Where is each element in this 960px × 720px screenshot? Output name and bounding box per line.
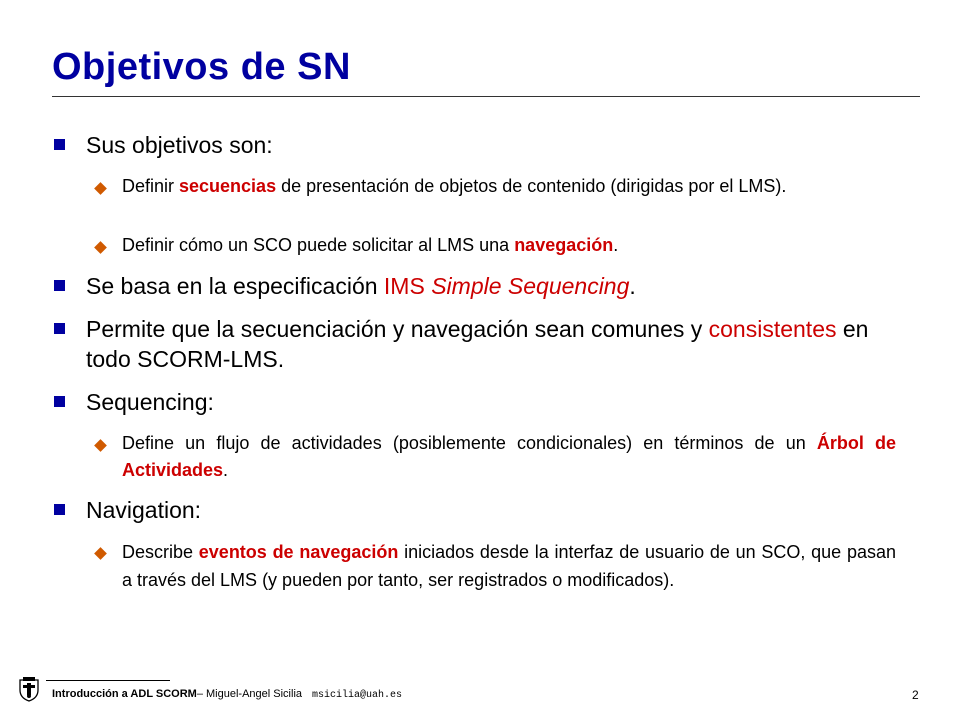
bullet-objectives: [54, 130, 914, 160]
diamond-bullet-icon: [94, 182, 107, 195]
sub-bullet-sequences: [96, 173, 896, 200]
bullet-ims-spec: [54, 271, 914, 301]
diamond-bullet-icon: [94, 439, 107, 452]
page-number: 2: [912, 688, 919, 702]
footer-author: – Miguel-Angel Sicilia: [196, 688, 303, 700]
bullet-navigation: [54, 495, 914, 525]
footer-email: msicilia@uah.es: [312, 690, 403, 701]
highlight-navegacion: navegación: [514, 235, 614, 255]
highlight-arbol: Árbol de Actividades: [122, 433, 896, 480]
square-bullet-icon: [54, 504, 65, 515]
bullet-text: Sequencing:: [86, 389, 214, 415]
footer-divider: [46, 680, 170, 681]
sub-bullet-navigation: [96, 232, 896, 259]
footer-course: Introducción a ADL SCORM: [52, 688, 197, 700]
highlight-simple-sequencing: Simple Sequencing: [431, 273, 630, 299]
sub-bullet-activity-tree: [96, 430, 896, 484]
sub-bullet-nav-events: [96, 538, 896, 594]
sub-bullet-text: Definir cómo un SCO puede solicitar al LMS una navegación.: [122, 235, 619, 255]
footer-credits: [52, 688, 402, 701]
highlight-secuencias: secuencias: [179, 176, 277, 196]
sub-bullet-text: Describe eventos de navegación iniciados desde la interfaz de usuario de un SCO, que pasan a través del LMS (y pueden por tanto, ser registrados o modificados).: [122, 542, 896, 590]
diamond-bullet-icon: [94, 547, 107, 560]
square-bullet-icon: [54, 323, 65, 334]
square-bullet-icon: [54, 280, 65, 291]
sub-bullet-text: Definir secuencias de presentación de objetos de contenido (dirigidas por el LMS).: [122, 176, 787, 196]
sub-bullet-text: Define un flujo de actividades (posiblemente condicionales) en términos de un Árbol de Actividades.: [122, 433, 896, 480]
title-divider: [52, 96, 920, 97]
diamond-bullet-icon: [94, 241, 107, 254]
bullet-text: Permite que la secuenciación y navegación sean comunes y consistentes en todo SCORM-LMS.: [86, 316, 869, 372]
highlight-consistentes: consistentes: [708, 316, 837, 342]
highlight-ims: IMS: [383, 273, 425, 299]
square-bullet-icon: [54, 139, 65, 150]
bullet-consistency: [54, 314, 914, 374]
bullet-sequencing: [54, 387, 914, 417]
highlight-eventos: eventos de navegación: [198, 542, 399, 562]
bullet-text: Se basa en la especificación IMS Simple Sequencing.: [86, 273, 636, 299]
square-bullet-icon: [54, 396, 65, 407]
bullet-text: Sus objetivos son:: [86, 132, 273, 158]
bullet-text: Navigation:: [86, 497, 202, 523]
slide-title: Objetivos de SN: [52, 46, 351, 88]
university-crest-icon: [18, 676, 40, 702]
